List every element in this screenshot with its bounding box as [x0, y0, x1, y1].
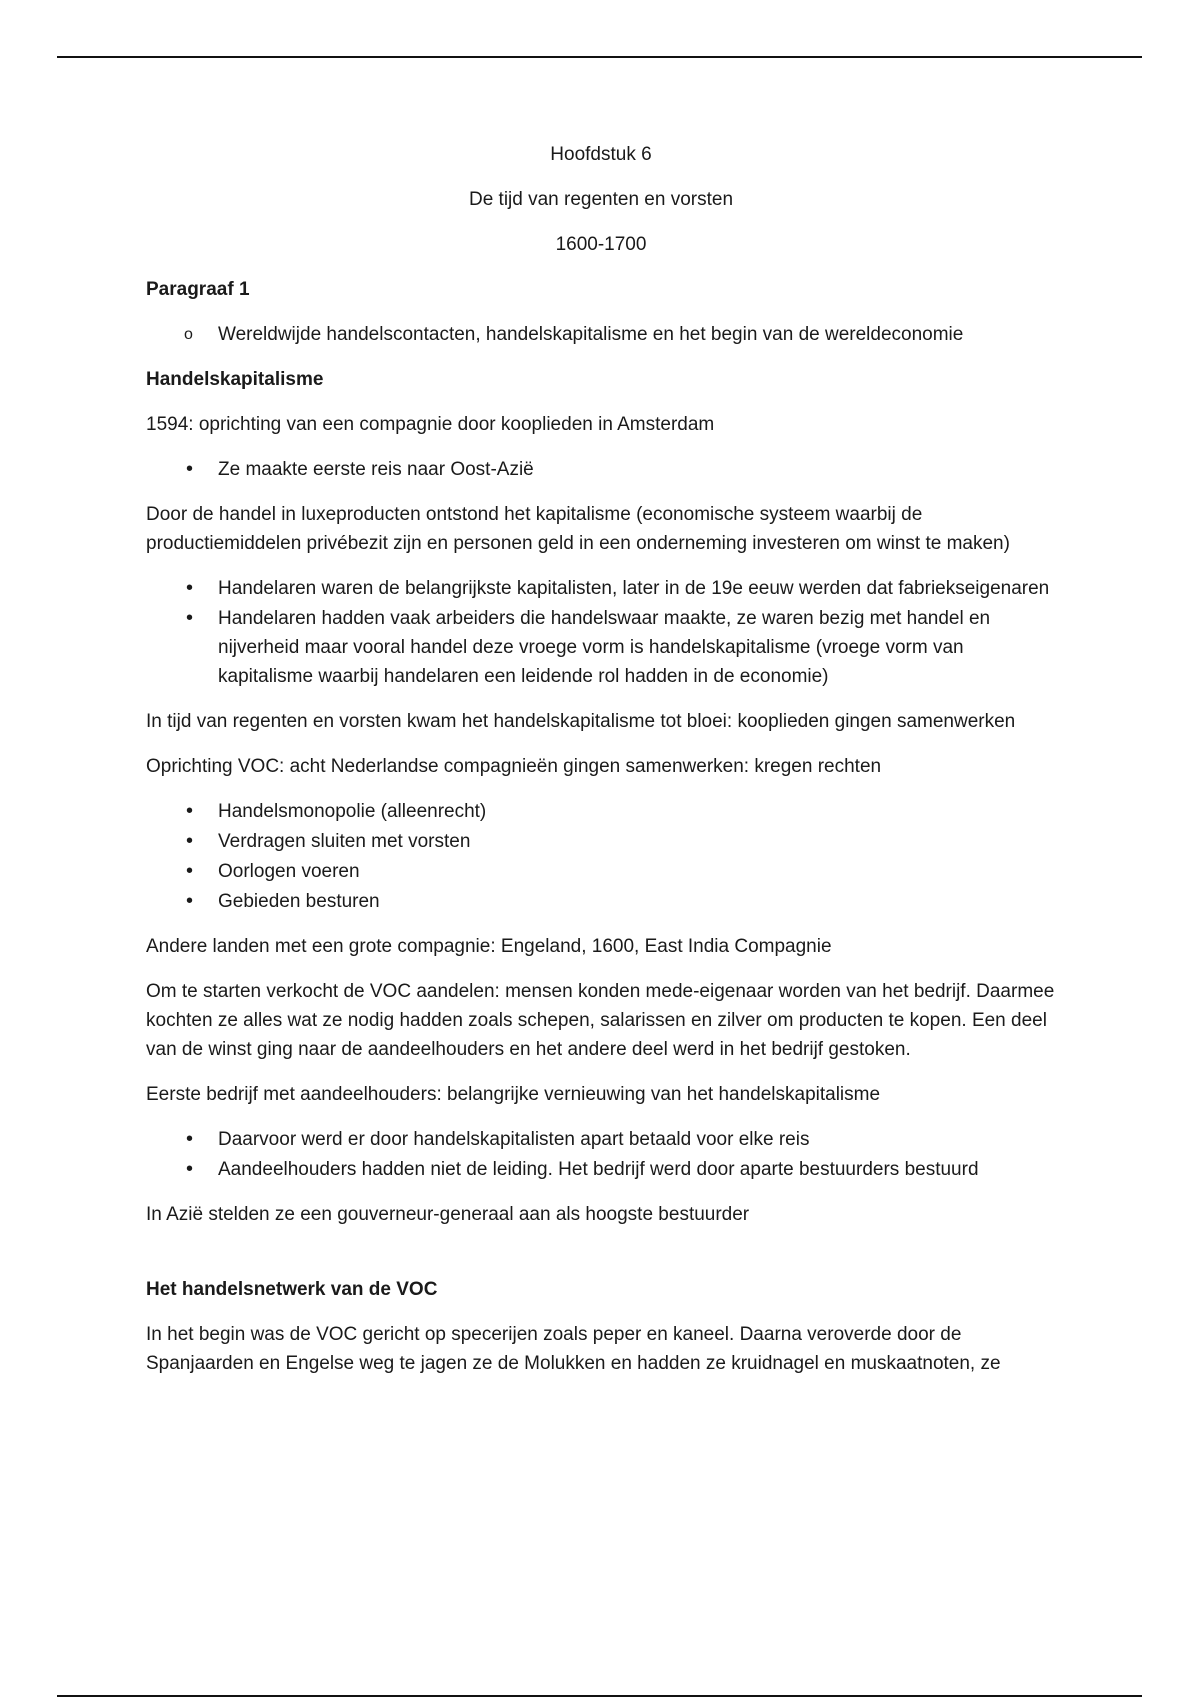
document-body: [146, 140, 1056, 1394]
chapter-period: 1600-1700: [555, 234, 647, 255]
list-item: • Ze maakte eerste reis naar Oost-Azië: [146, 455, 1056, 484]
body-text: Door de handel in luxeproducten ontstond het kapitalisme (economische systeem waarbij de productiemiddelen privébezit zijn en personen geld in een onderneming investeren om winst te maken): [146, 504, 1010, 554]
body-text: In het begin was de VOC gericht op specerijen zoals peper en kaneel. Daarna veroverde door de Spanjaarden en Engelse weg te jagen ze de Molukken en hadden ze kruidnagel en muskaatnoten, ze: [146, 1324, 1001, 1374]
body-text: In Azië stelden ze een gouverneur-generaal aan als hoogste bestuurder: [146, 1204, 750, 1225]
body-text: 1594: oprichting van een compagnie door kooplieden in Amsterdam: [146, 414, 715, 435]
list-item: • Handelaren hadden vaak arbeiders die handelswaar maakte, ze waren bezig met handel en nijverheid maar vooral handel deze vroege vorm is handelskapitalisme (vroege vorm van kapitalisme waarbij handelaren een leidende rol hadden in de economie): [146, 604, 1056, 691]
bullet-list: [146, 797, 1056, 916]
body-text: Andere landen met een grote compagnie: Engeland, 1600, East India Compagnie: [146, 936, 832, 957]
bullet-list: [146, 1125, 1056, 1184]
list-item: • Aandeelhouders hadden niet de leiding. Het bedrijf werd door aparte bestuurders bestuurd: [146, 1155, 1056, 1184]
footer-rule: [57, 1695, 1142, 1697]
paragraph-topic-list: [146, 320, 1056, 349]
body-text: In tijd van regenten en vorsten kwam het handelskapitalisme tot bloei: kooplieden gingen samenwerken: [146, 711, 1016, 732]
list-item: • Verdragen sluiten met vorsten: [146, 827, 1056, 856]
list-item: • Daarvoor werd er door handelskapitalisten apart betaald voor elke reis: [146, 1125, 1056, 1154]
list-item: • Handelsmonopolie (alleenrecht): [146, 797, 1056, 826]
body-text: Om te starten verkocht de VOC aandelen: mensen konden mede-eigenaar worden van het bedrijf. Daarmee kochten ze alles wat ze nodig hadden zoals schepen, salarissen en zilver om producten te kopen. Een deel van de winst ging naar de aandeelhouders en het andere deel werd in het bedrijf gestoken.: [146, 981, 1055, 1060]
header-rule: [57, 56, 1142, 58]
chapter-title: Hoofdstuk 6: [550, 144, 652, 165]
bullet-list: [146, 574, 1056, 691]
list-item: • Oorlogen voeren: [146, 857, 1056, 886]
body-text: Oprichting VOC: acht Nederlandse compagnieën gingen samenwerken: kregen rechten: [146, 756, 882, 777]
bullet-list: [146, 455, 1056, 484]
chapter-subtitle: De tijd van regenten en vorsten: [468, 189, 734, 210]
body-text: Eerste bedrijf met aandeelhouders: belangrijke vernieuwing van het handelskapitalisme: [146, 1084, 881, 1105]
section-spacer: [146, 1245, 1056, 1275]
list-item: • Gebieden besturen: [146, 887, 1056, 916]
section-heading-handelskapitalisme: Handelskapitalisme: [146, 369, 324, 390]
list-item: o Wereldwijde handelscontacten, handelskapitalisme en het begin van de wereldeconomie: [146, 320, 1056, 349]
paragraph-heading: Paragraaf 1: [146, 279, 250, 300]
list-item: • Handelaren waren de belangrijkste kapitalisten, later in de 19e eeuw werden dat fabriekseigenaren: [146, 574, 1056, 603]
section-heading-handelsnetwerk: Het handelsnetwerk van de VOC: [146, 1279, 438, 1300]
